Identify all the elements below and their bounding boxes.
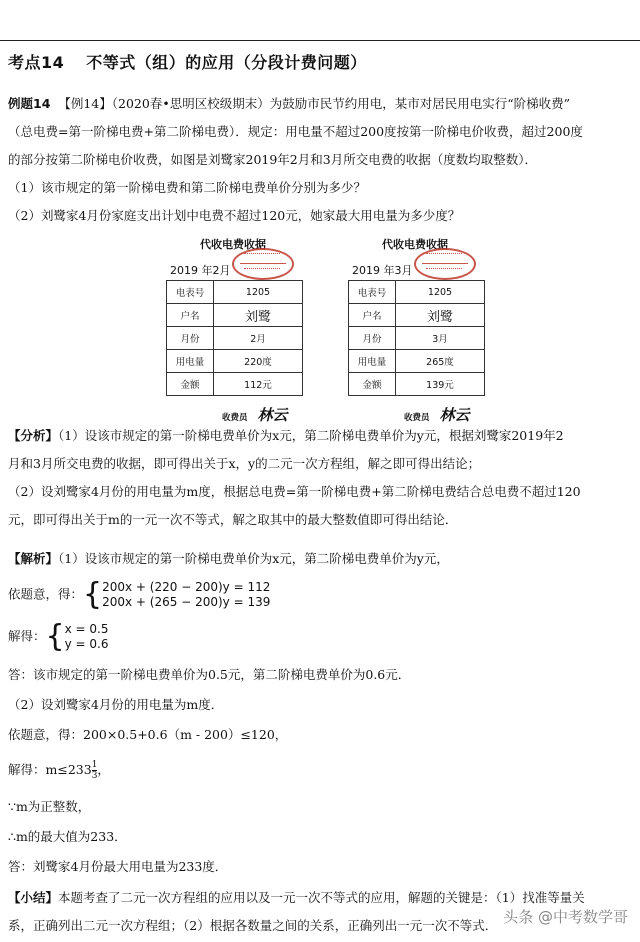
equation-1: 200x + (220 − 200)y = 112 xyxy=(102,580,271,594)
receipt-february xyxy=(166,236,306,425)
row-key: 电表号 xyxy=(349,281,396,304)
summary-label: 【小结】 xyxy=(8,890,59,905)
solution-system xyxy=(8,619,109,654)
row-value: 220度 xyxy=(214,350,303,373)
receipt-march xyxy=(348,236,488,425)
row-value: 刘鹭 xyxy=(214,304,303,327)
signature: 林云 xyxy=(257,406,288,424)
analysis-p1b: 月和3月所交电费的收据，即可得出关于x，y的二元一次方程组，解之即可得出结论； xyxy=(8,456,481,471)
row-key: 用电量 xyxy=(349,350,396,373)
table-row xyxy=(349,281,485,304)
table-row xyxy=(167,304,303,327)
row-key: 用电量 xyxy=(167,350,214,373)
red-stamp xyxy=(232,248,294,280)
topic-title: 不等式（组）的应用（分段计费问题） xyxy=(86,53,367,72)
row-key: 电表号 xyxy=(167,281,214,304)
therefore-line: ∴m的最大值为233． xyxy=(8,829,127,844)
example-line-2: （总电费=第一阶梯电费+第二阶梯电费）．规定：用电量不超过200度按第一阶梯电价收费，超过200度 xyxy=(8,124,583,139)
brace-icon: { xyxy=(83,577,103,612)
solution-step-1: （1）设该市规定的第一阶梯电费单价为x元，第二阶梯电费单价为y元， xyxy=(58,551,449,566)
solution-step-2: （2）设刘鹭家4月份的用电量为m度． xyxy=(8,697,224,712)
table-row xyxy=(349,327,485,350)
kaodian-label: 考点14 xyxy=(8,53,65,72)
header-rule xyxy=(0,40,640,41)
because-line: ∵m为正整数， xyxy=(8,799,91,814)
red-stamp xyxy=(414,248,476,280)
analysis-p2b: 元，即可得出关于m的一元一次不等式，解之取其中的最大整数值即可得出结论． xyxy=(8,512,458,527)
receipt-title: 代收电费收据 xyxy=(200,238,266,251)
fraction-numerator: 1 xyxy=(91,760,98,770)
row-value: 112元 xyxy=(214,373,303,396)
row-value: 2月 xyxy=(214,327,303,350)
receipt-table xyxy=(348,280,485,396)
solution-intro xyxy=(8,550,449,568)
analysis-section xyxy=(8,422,633,534)
equation-system xyxy=(8,577,271,612)
table-row xyxy=(349,304,485,327)
row-key: 月份 xyxy=(349,327,396,350)
question-1: （1）该市规定的第一阶梯电费和第二阶梯电费单价分别为多少？ xyxy=(8,180,366,195)
collector-label: 收费员 xyxy=(404,413,430,423)
example-line-3: 的部分按第二阶梯电价收费，如图是刘鹭家2019年2月和3月所交电费的收据（度数均取整数）． xyxy=(8,152,537,167)
result-prefix: 解得：m≤233 xyxy=(8,762,92,777)
solution-y: y = 0.6 xyxy=(64,637,109,651)
answer-2: 答：刘鹭家4月份最大用电量为233度． xyxy=(8,859,228,874)
row-value: 1205 xyxy=(396,281,485,304)
fraction-denominator: 3 xyxy=(91,771,98,781)
analysis-label: 【分析】 xyxy=(8,428,59,443)
receipt-date: 2019 年3月 xyxy=(352,264,413,277)
fraction xyxy=(92,760,98,781)
signature: 林云 xyxy=(439,406,470,424)
watermark: 头条 @中考数学哥 xyxy=(503,908,628,926)
row-key: 金额 xyxy=(167,373,214,396)
row-value: 1205 xyxy=(214,281,303,304)
solution-intro-label: 解得： xyxy=(8,628,46,644)
table-row xyxy=(167,350,303,373)
summary-line-1: 本题考查了二元一次方程组的应用以及一元一次不等式的应用，解题的关键是：（1）找准等量关 xyxy=(58,890,585,905)
row-key: 户名 xyxy=(167,304,214,327)
receipt-date: 2019 年2月 xyxy=(170,264,231,277)
example-label: 例题14 xyxy=(8,96,51,111)
table-row xyxy=(349,373,485,396)
analysis-p2a: （2）设刘鹭家4月份的用电量为m度，根据总电费=第一阶梯电费+第二阶梯电费结合总电费不超过120 xyxy=(8,484,581,499)
inequality-result: 解得：m≤233 $\frac{1}{3}$ ， xyxy=(8,760,110,781)
table-row xyxy=(167,327,303,350)
summary-line-2: 系，正确列出二元一次方程组；（2）根据各数量之间的关系，正确列出一元一次不等式． xyxy=(8,918,498,933)
question-2: （2）刘鹭家4月份家庭支出计划中电费不超过120元，她家最大用电量为多少度？ xyxy=(8,208,461,223)
row-value: 265度 xyxy=(396,350,485,373)
analysis-p1a: （1）设该市规定的第一阶梯电费单价为x元，第二阶梯电费单价为y元，根据刘鹭家2019年2 xyxy=(58,428,564,443)
example-statement xyxy=(8,90,633,230)
row-value: 139元 xyxy=(396,373,485,396)
answer-1: 答：该市规定的第一阶梯电费单价为0.5元，第二阶梯电费单价为0.6元． xyxy=(8,667,411,682)
equation-2: 200x + (265 − 200)y = 139 xyxy=(102,595,271,609)
table-row xyxy=(167,373,303,396)
brace-icon: { xyxy=(45,619,65,654)
solution-x: x = 0.5 xyxy=(64,622,109,636)
equation-intro: 依题意，得： xyxy=(8,586,84,602)
row-key: 月份 xyxy=(167,327,214,350)
solution-label: 【解析】 xyxy=(8,551,59,566)
section-title xyxy=(8,50,367,73)
receipt-title: 代收电费收据 xyxy=(382,238,448,251)
row-value: 刘鹭 xyxy=(396,304,485,327)
table-row xyxy=(349,350,485,373)
example-line-1: 【例14】（2020春•思明区校级期末）为鼓励市民节约用电，某市对居民用电实行“阶梯收费” xyxy=(58,96,570,111)
receipt-table xyxy=(166,280,303,396)
inequality: 依题意，得：200×0.5+0.6（m - 200）≤120， xyxy=(8,727,288,742)
collector-label: 收费员 xyxy=(222,413,248,423)
row-key: 金额 xyxy=(349,373,396,396)
row-value: 3月 xyxy=(396,327,485,350)
table-row xyxy=(167,281,303,304)
row-key: 户名 xyxy=(349,304,396,327)
